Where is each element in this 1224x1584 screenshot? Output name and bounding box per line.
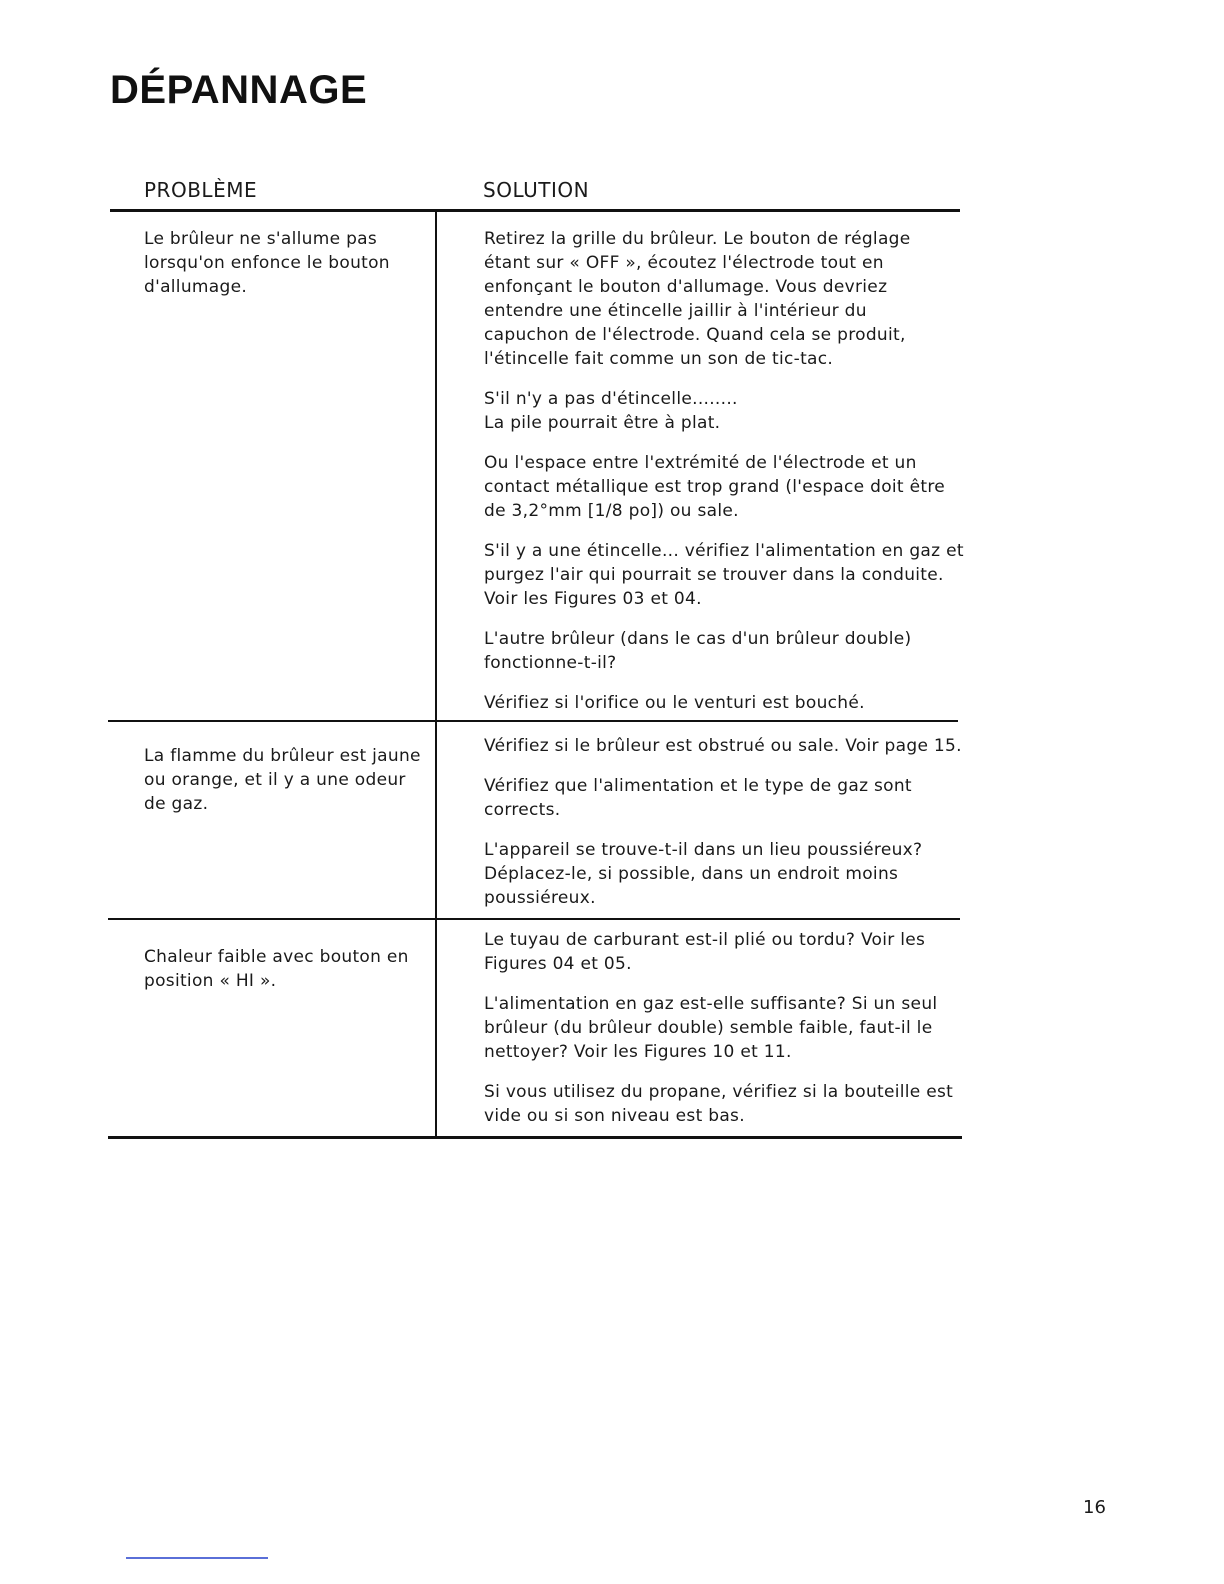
- header-rule: [110, 209, 960, 212]
- problem-cell: La flamme du brûleur est jaune ou orange, et il y a une odeur de gaz.: [144, 746, 421, 814]
- footer-rule: [126, 1557, 268, 1559]
- solution-paragraph: L'autre brûleur (dans le cas d'un brûleur double) fonctionne-t-il?: [484, 629, 912, 673]
- solution-paragraph: Ou l'espace entre l'extrémité de l'électrode et un contact métallique est trop grand (l'espace doit être de 3,2°mm [1/8 po]) ou sale.: [484, 453, 945, 521]
- column-divider: [435, 212, 437, 1138]
- solution-paragraph: Vérifiez si le brûleur est obstrué ou sale. Voir page 15.: [484, 736, 962, 756]
- solution-column-header: SOLUTION: [483, 178, 590, 202]
- problem-column-header: PROBLÈME: [144, 178, 258, 202]
- solution-paragraph: S'il y a une étincelle... vérifiez l'alimentation en gaz et purgez l'air qui pourrait se trouver dans la conduite. Voir les Figures 03 et 04.: [484, 541, 964, 609]
- solution-paragraph: L'alimentation en gaz est-elle suffisante? Si un seul brûleur (du brûleur double) semble faible, faut-il le nettoyer? Voir les Figures 10 et 11.: [484, 994, 938, 1062]
- problem-cell: Chaleur faible avec bouton en position « HI ».: [144, 947, 409, 991]
- solution-cell: [484, 227, 962, 731]
- solution-cell: [484, 734, 962, 926]
- solution-paragraph: Le tuyau de carburant est-il plié ou tordu? Voir les Figures 04 et 05.: [484, 930, 926, 974]
- solution-paragraph: L'appareil se trouve-t-il dans un lieu poussiéreux? Déplacez-le, si possible, dans un endroit moins poussiéreux.: [484, 840, 923, 908]
- solution-paragraph: Vérifiez que l'alimentation et le type de gaz sont corrects.: [484, 776, 912, 820]
- page-number: 16: [1083, 1497, 1106, 1518]
- solution-paragraph: Vérifiez si l'orifice ou le venturi est bouché.: [484, 693, 865, 713]
- solution-paragraph: Retirez la grille du brûleur. Le bouton de réglage étant sur « OFF », écoutez l'électrode tout en enfonçant le bouton d'allumage. Vous devriez entendre une étincelle jaillir à l'intérieur du capuchon de l'électrode. Quand cela se produit, l'étincelle fait comme un son de tic-tac.: [484, 229, 911, 369]
- solution-paragraph: S'il n'y a pas d'étincelle........ La pile pourrait être à plat.: [484, 389, 738, 433]
- solution-cell: [484, 928, 962, 1144]
- problem-cell: Le brûleur ne s'allume pas lorsqu'on enfonce le bouton d'allumage.: [144, 229, 390, 297]
- solution-paragraph: Si vous utilisez du propane, vérifiez si la bouteille est vide ou si son niveau est bas.: [484, 1082, 954, 1126]
- page-title: DÉPANNAGE: [110, 68, 368, 112]
